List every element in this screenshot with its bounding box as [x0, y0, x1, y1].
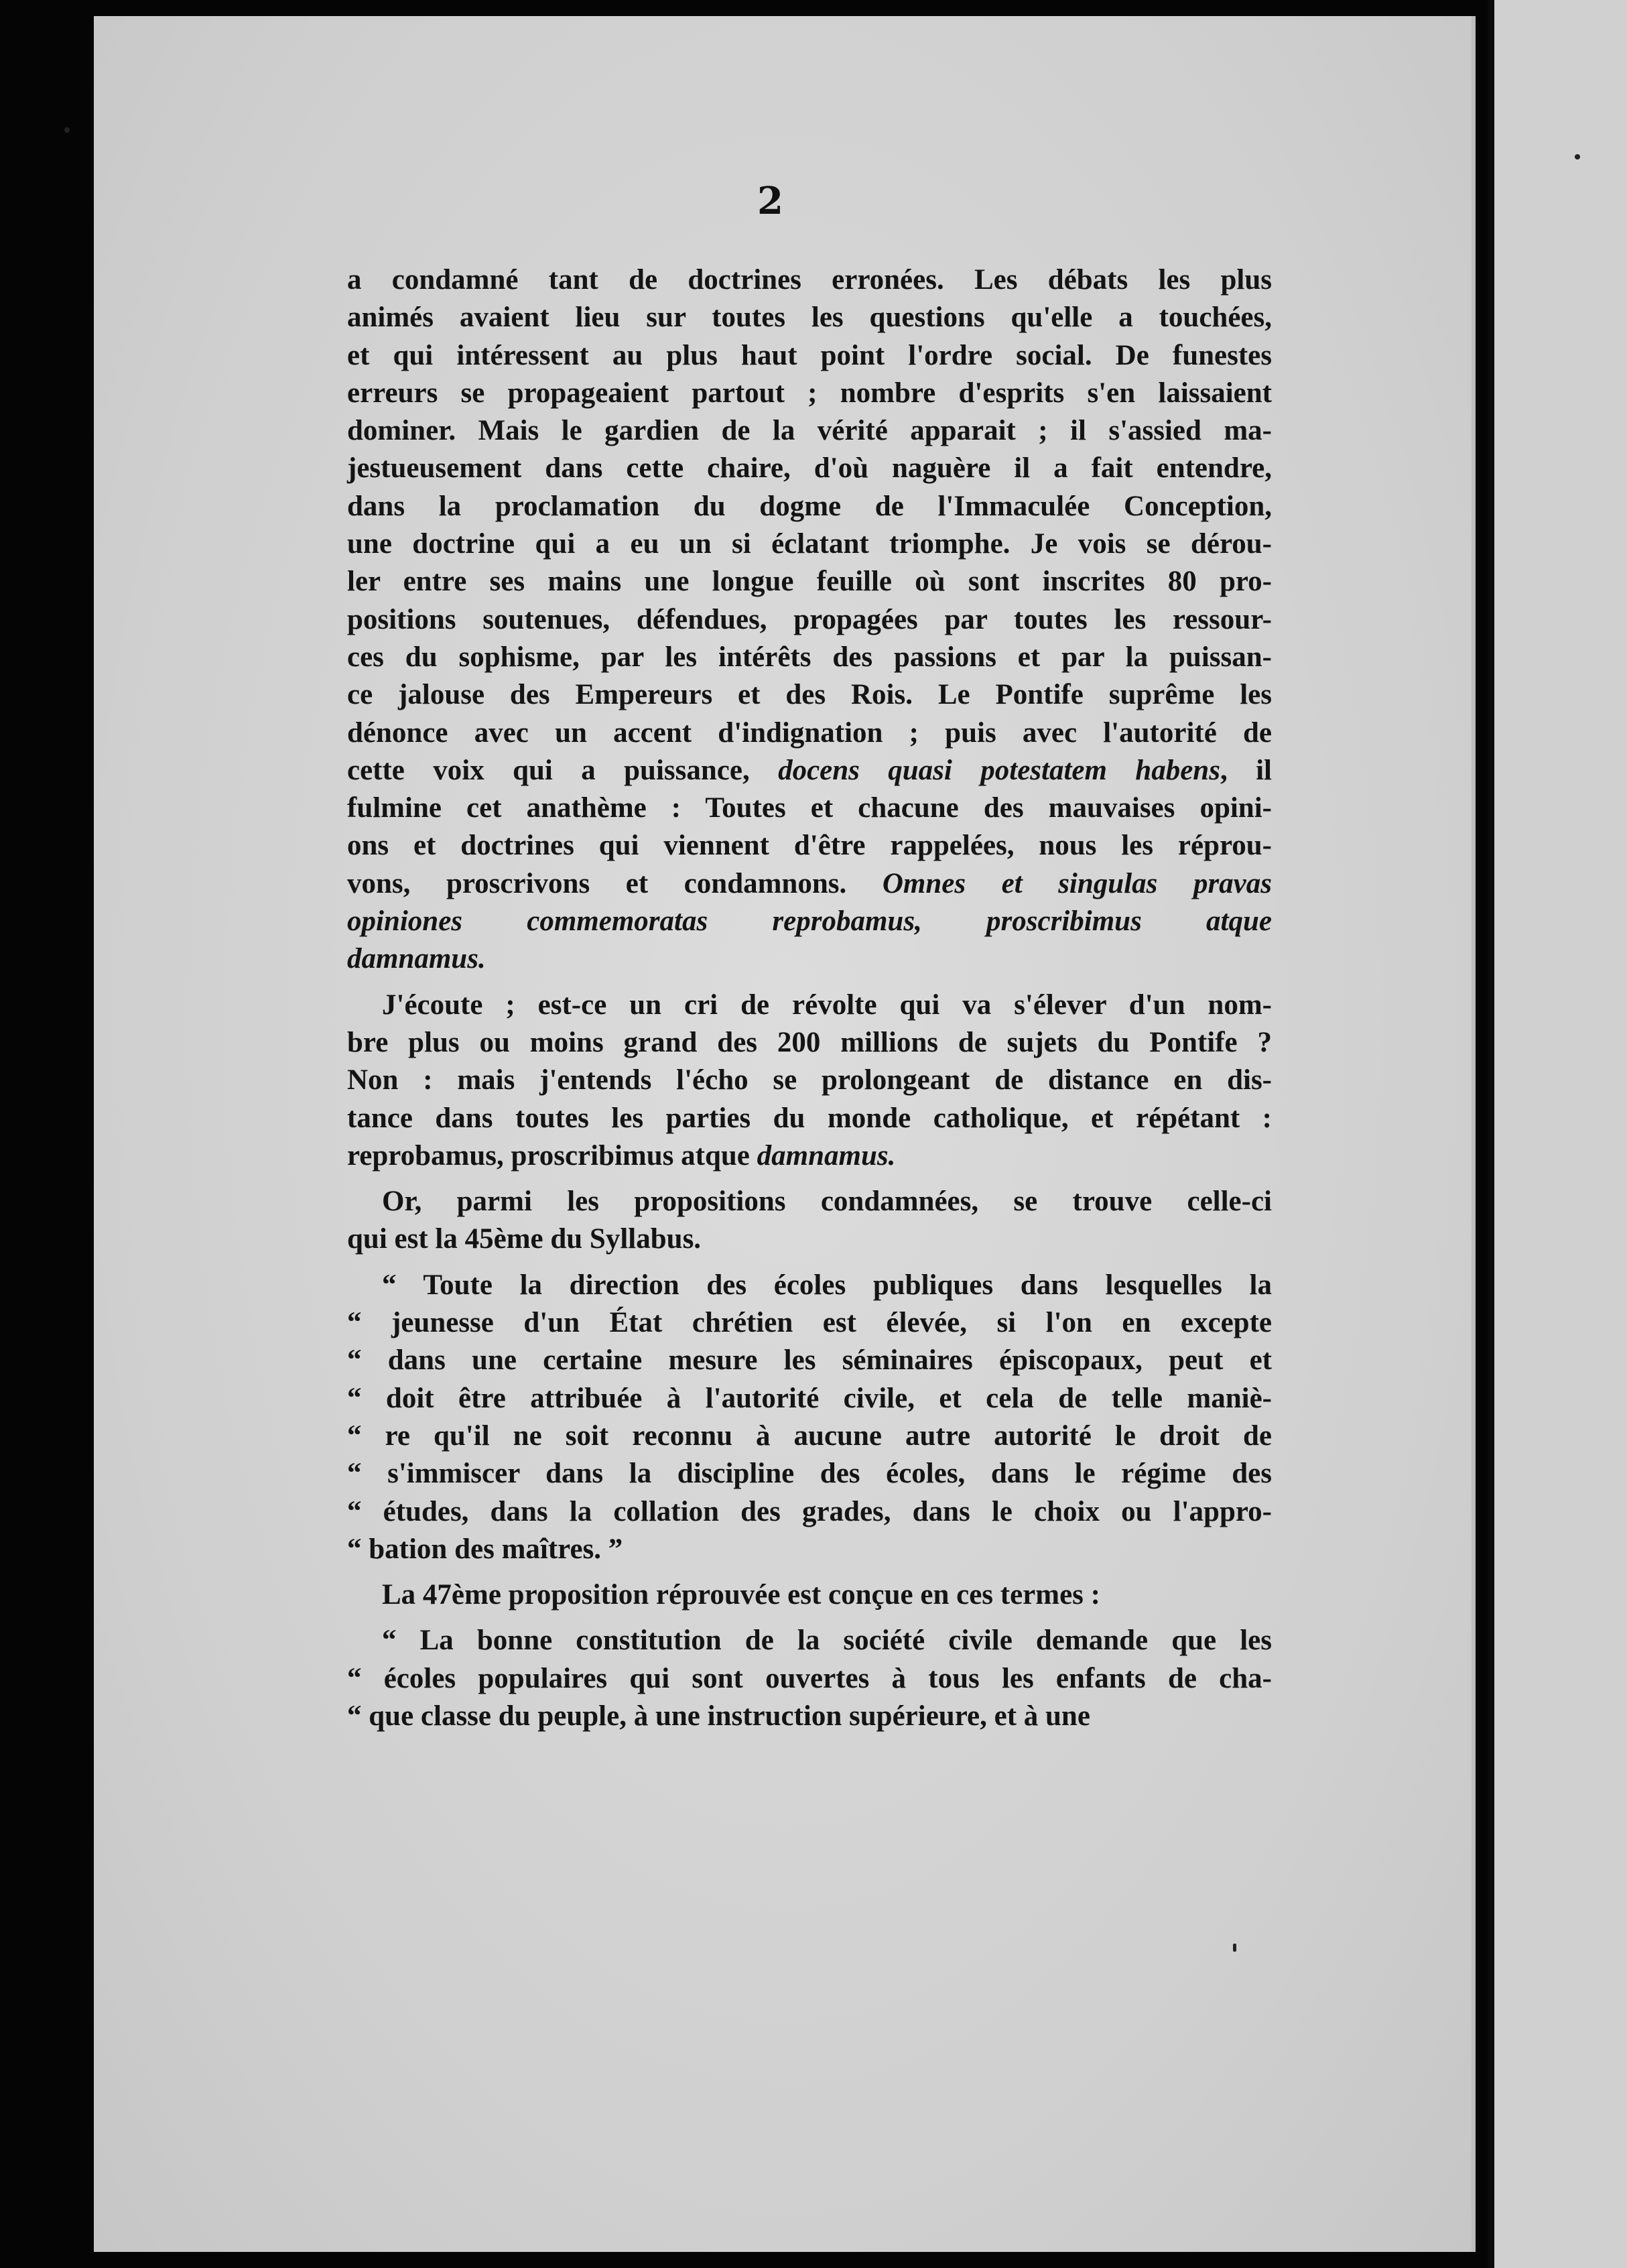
- text-line: tance dans toutes les parties du monde catholique, et répétant :: [347, 1102, 1272, 1134]
- scan-speck: [1575, 154, 1580, 160]
- text-line: positions soutenues, défendues, propagées par toutes les ressour-: [347, 603, 1272, 635]
- text-line: Or, parmi les propositions condamnées, se trouve celle-ci: [382, 1186, 1272, 1218]
- text-line: dominer. Mais le gardien de la vérité apparait ; il s'assied ma-: [347, 415, 1272, 447]
- scan-speck: [1233, 1944, 1236, 1952]
- text-line: fulmine cet anathème : Toutes et chacune des mauvaises opini-: [347, 792, 1272, 824]
- text-line: a condamné tant de doctrines erronées. Les débats les plus: [347, 264, 1272, 296]
- text-line: “ écoles populaires qui sont ouvertes à tous les enfants de cha-: [347, 1662, 1272, 1694]
- text-line: La 47ème proposition réprouvée est conçue en ces termes :: [382, 1579, 1100, 1611]
- page-edge-shadow: [1472, 16, 1476, 2252]
- text-line: damnamus.: [347, 943, 486, 975]
- scan-speck: [64, 127, 70, 133]
- text-line: bre plus ou moins grand des 200 millions de sujets du Pontife ?: [347, 1026, 1272, 1058]
- text-line: ons et doctrines qui viennent d'être rappelées, nous les réprou-: [347, 830, 1272, 862]
- text-line: J'écoute ; est-ce un cri de révolte qui va s'élever d'un nom-: [382, 989, 1272, 1021]
- paragraph: [347, 987, 1272, 1175]
- paragraph: [347, 1576, 1272, 1614]
- text-line: “ dans une certaine mesure les séminaires épiscopaux, peut et: [347, 1344, 1272, 1377]
- text-line: “ bation des maîtres. ”: [347, 1533, 623, 1565]
- facing-page-edge: [1488, 0, 1627, 2268]
- text-line: ces du sophisme, par les intérêts des passions et par la puissan-: [347, 641, 1272, 673]
- paragraph-quotation: [347, 1622, 1272, 1735]
- text-line: “ Toute la direction des écoles publiques dans lesquelles la: [382, 1269, 1272, 1301]
- text-line: opiniones commemoratas reprobamus, proscribimus atque: [347, 905, 1272, 938]
- paragraph: [347, 1183, 1272, 1259]
- text-line: “ s'immiscer dans la discipline des écoles, dans le régime des: [347, 1458, 1272, 1490]
- text-line: dénonce avec un accent d'indignation ; puis avec l'autorité de: [347, 716, 1272, 749]
- text-line: “ études, dans la collation des grades, dans le choix ou l'appro-: [347, 1495, 1272, 1527]
- page-number: 2: [757, 179, 783, 223]
- text-line: dans la proclamation du dogme de l'Immaculée Conception,: [347, 490, 1272, 522]
- text-line: animés avaient lieu sur toutes les questions qu'elle a touchées,: [347, 302, 1272, 334]
- paragraph-quotation: [347, 1267, 1272, 1568]
- text-line: et qui intéressent au plus haut point l'ordre social. De funestes: [347, 339, 1272, 371]
- body-text: [347, 261, 1272, 1743]
- text-line: ler entre ses mains une longue feuille où sont inscrites 80 pro-: [347, 566, 1272, 598]
- text-line: “ doit être attribuée à l'autorité civile, et cela de telle maniè-: [347, 1382, 1272, 1414]
- text-line: erreurs se propageaient partout ; nombre d'esprits s'en laissaient: [347, 377, 1272, 409]
- text-line: “ jeunesse d'un État chrétien est élevée, si l'on en excepte: [347, 1307, 1272, 1339]
- text-line: jestueusement dans cette chaire, d'où naguère il a fait entendre,: [347, 452, 1272, 485]
- text-line: qui est la 45ème du Syllabus.: [347, 1223, 702, 1255]
- text-line: Non : mais j'entends l'écho se prolongeant de distance en dis-: [347, 1064, 1272, 1096]
- text-line: une doctrine qui a eu un si éclatant triomphe. Je vois se dérou-: [347, 528, 1272, 560]
- text-line: “ que classe du peuple, à une instruction supérieure, et à une: [347, 1700, 1090, 1732]
- text-line: “ re qu'il ne soit reconnu à aucune autre autorité le droit de: [347, 1420, 1272, 1452]
- text-line: ce jalouse des Empereurs et des Rois. Le Pontife suprême les: [347, 679, 1272, 711]
- text-line: vons, proscrivons et condamnons. Omnes et singulas pravas: [347, 867, 1272, 899]
- text-line: cette voix qui a puissance, docens quasi potestatem habens, il: [347, 754, 1272, 786]
- paragraph: [347, 261, 1272, 979]
- text-line: reprobamus, proscribimus atque damnamus.: [347, 1139, 896, 1172]
- text-line: “ La bonne constitution de la société civile demande que les: [382, 1625, 1272, 1657]
